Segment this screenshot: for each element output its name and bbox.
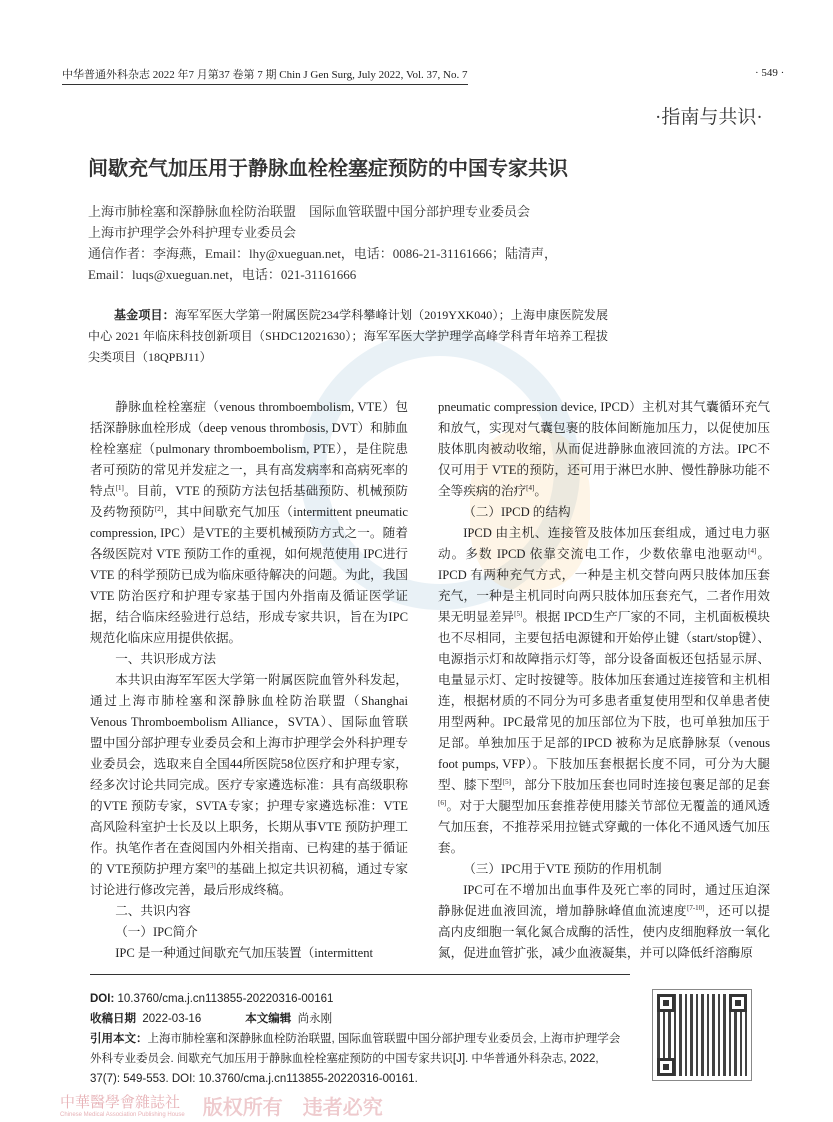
fund-text: 海军军医大学第一附属医院234学科攀峰计划（2019YXK040）；上海申康医院发展中心 2021 年临床科技创新项目（SHDC12021630）；海军军医大学护理学高峰学科青年培养工程拔尖类项目（18QPBJ11） (88, 308, 608, 364)
citation-ref: [1] (115, 483, 124, 492)
publisher-watermark: 中華醫學會雜誌社 (60, 1095, 181, 1111)
paragraph-text: 。对于大腿型加压套推荐使用膝关节部位无覆盖的通风透气加压套，不推荐采用拉链式穿戴的一体化不通风透气加压套。 (438, 799, 770, 855)
citation-ref: [4] (748, 546, 757, 555)
body-paragraph (90, 649, 408, 670)
body-paragraph (90, 943, 408, 964)
section-label: ·指南与共识· (655, 107, 763, 128)
paragraph-text: IPCD 由主机、连接管及肢体加压套组成，通过电力驱动。多数 IPCD 依靠交流电工作，少数依靠电池驱动 (438, 526, 770, 561)
paragraph-text: ，其中间歇充气加压（intermittent pneumatic compression, IPC）是VTE的主要机械预防方式之一。随着各级医院对 VTE 预防工作的重视，如何规范使用 IPC进行VTE 的科学预防已成为临床亟待解决的问题。为此，我国VTE 防治医疗和护理专家基于国内外指南及循证医学证据，结合临床经验进行总结，形成专家共识，旨在为IPC规范化临床应用提供依据。 (90, 505, 409, 645)
paragraph-text: （一）IPC简介 (115, 925, 198, 939)
paragraph-text: （三）IPC用于VTE 预防的作用机制 (463, 862, 662, 876)
footer (90, 989, 752, 1089)
paragraph-text: pneumatic compression device, IPCD）主机对其气囊循环充气和放气，实现对气囊包裹的肢体间断施加压力，以促使加压肢体肌肉被动收缩，从而促进静脉血液回流的方法。IPC不仅可用于 VTE的预防，还可用于淋巴水肿、慢性静脉功能不全等疾病的治疗 (438, 400, 770, 498)
footer-divider (90, 974, 630, 975)
received-date: 2022-03-16 (142, 1013, 202, 1025)
corresponding-author-contact: Email：luqs@xueguan.net，电话：021-31161666 (88, 267, 357, 282)
citation-ref: [6] (438, 798, 447, 807)
received-editor-line (90, 1009, 630, 1029)
body-paragraph (438, 397, 770, 502)
citation-text: 上海市肺栓塞和深静脉血栓防治联盟, 国际血管联盟中国分部护理专业委员会, 上海市护理学会外科专业委员会. 间歇充气加压用于静脉血栓栓塞症预防的中国专家共识[J]. 中华普通外科杂志, 2022, 37(7): 549-553. DOI: 10.3760/cma.j.cn113855-20220316-00161. (90, 1033, 621, 1085)
citation-ref: [7-10] (686, 903, 705, 912)
editor-label: 本文编辑 (245, 1013, 292, 1025)
doi-value: 10.3760/cma.j.cn113855-20220316-00161 (114, 993, 334, 1005)
body-paragraph (438, 502, 770, 523)
body-column-right (438, 397, 770, 964)
fund-label: 基金项目： (114, 308, 175, 322)
paragraph-text: 一、共识形成方法 (115, 652, 216, 666)
paragraph-text: 。IPCD 有两种充气方式，一种是主机交替向两只肢体加压套充气，一种是主机同时向两只肢体加压套充气，二者作用效果无明显差异 (438, 547, 770, 624)
body-paragraph (438, 859, 770, 880)
running-head: 中华普通外科杂志 2022 年7 月第37 卷第 7 期 Chin J Gen Surg, July 2022, Vol. 37, No. 7 (62, 66, 468, 85)
citation (90, 1029, 630, 1089)
paragraph-text: 。目前，VTE 的预防方法包括基础预防、机械预防及药物预防 (90, 484, 408, 519)
paragraph-text: 。根据 IPCD生产厂家的不同，主机面板模块也不尽相同，主要包括电源键和开始停止键（start/stop键）、电源指示灯和故障指示灯等，部分设备面板还包括显示屏、电量显示灯、定时按键等。肢体加压套通过连接管和主机相连，根据材质的不同分为可多患者重复使用型和仅单患者使用型两种。IPC最常见的加压部位为下肢，也可单独加压于足部。单独加压于足部的IPCD 被称为足底静脉泵（venous foot pumps, VFP）。下肢加压套根据长度不同，可分为大腿型、膝下型 (438, 610, 771, 792)
citation-ref: [4] (526, 483, 535, 492)
paragraph-text: ，部分下肢加压套也同时连接包裹足部的足套 (510, 778, 770, 792)
article-title: 间歇充气加压用于静脉血栓栓塞症预防的中国专家共识 (88, 156, 568, 180)
copyright-watermark: 版权所有 违者必究 (202, 1097, 383, 1119)
author-affiliations-line1: 上海市肺栓塞和深静脉血栓防治联盟 国际血管联盟中国分部护理专业委员会 (88, 204, 531, 219)
author-affiliations-line2: 上海市护理学会外科护理专业委员会 (88, 225, 297, 240)
paragraph-text: 的基础上拟定共识初稿，通过专家讨论进行修改完善，最后形成终稿。 (90, 862, 409, 897)
paragraph-text: 静脉血栓栓塞症（venous thromboembolism, VTE）包括深静脉血栓形成（deep venous thrombosis, DVT）和肺血栓栓塞症（pulmonary thromboembolism, PTE），是住院患者可预防的常见并发症之一，具有高发病率和高病死率的特点 (90, 400, 408, 498)
paragraph-text: 。 (534, 484, 547, 498)
citation-ref: [5] (502, 777, 511, 786)
body-paragraph (90, 922, 408, 943)
paragraph-text: IPC 是一种通过间歇充气加压装置（intermittent (115, 946, 374, 960)
paragraph-text: 本共识由海军军医大学第一附属医院血管外科发起，通过上海市肺栓塞和深静脉血栓防治联盟（Shanghai Venous Thromboembolism Alliance，SVTA）、国际血管联盟中国分部护理专业委员会和上海市护理学会外科护理专业委员会，选取来自全国44所医院58位医疗和护理专家，经多次讨论共同完成。医疗专家遴选标准：具有高级职称的VTE 预防专家，SVTA专家；护理专家遴选标准：VTE高风险科室护士长及以上职务，长期从事VTE 预防护理工作。执笔作者在查阅国内外相关指南、已构建的基于循证的 VTE预防护理方案 (90, 673, 408, 876)
body-paragraph (90, 670, 408, 901)
citation-label: 引用本文： (90, 1033, 148, 1045)
corresponding-author: 通信作者：李海燕，Email：lhy@xueguan.net，电话：0086-21-31161666；陆清声， (88, 246, 557, 261)
paragraph-text: （二）IPCD 的结构 (463, 505, 571, 519)
citation-ref: [5] (514, 609, 523, 618)
body-paragraph (438, 880, 770, 964)
paragraph-text: IPC可在不增加出血事件及死亡率的同时，通过压迫深静脉促进血液回流，增加静脉峰值血流速度 (438, 883, 770, 918)
body-columns (90, 397, 770, 964)
page-number: · 549 · (755, 67, 785, 79)
paragraph-text: 二、共识内容 (115, 904, 191, 918)
publisher-watermark-block (60, 1091, 185, 1118)
citation-ref: [2] (154, 504, 164, 513)
doi-line (90, 989, 630, 1009)
publisher-watermark-en: Chinese Medical Association Publishing House (60, 1112, 185, 1118)
watermark-row (60, 1091, 833, 1120)
body-paragraph (90, 901, 408, 922)
body-paragraph (90, 397, 408, 649)
doi-label: DOI: (90, 993, 115, 1005)
received-label: 收稿日期 (90, 1013, 136, 1025)
body-paragraph (438, 523, 770, 859)
paragraph-text: ，还可以提高内皮细胞一氧化氮合成酶的活性，使内皮细胞释放一氧化氮，促进血管扩张，减少血液凝集，并可以降低纤溶酶原 (438, 904, 771, 960)
footer-text (90, 989, 630, 1089)
qr-code (652, 989, 752, 1081)
editor-name: 尚永刚 (297, 1013, 333, 1025)
body-column-left (90, 397, 408, 964)
citation-ref: [3] (207, 861, 216, 870)
